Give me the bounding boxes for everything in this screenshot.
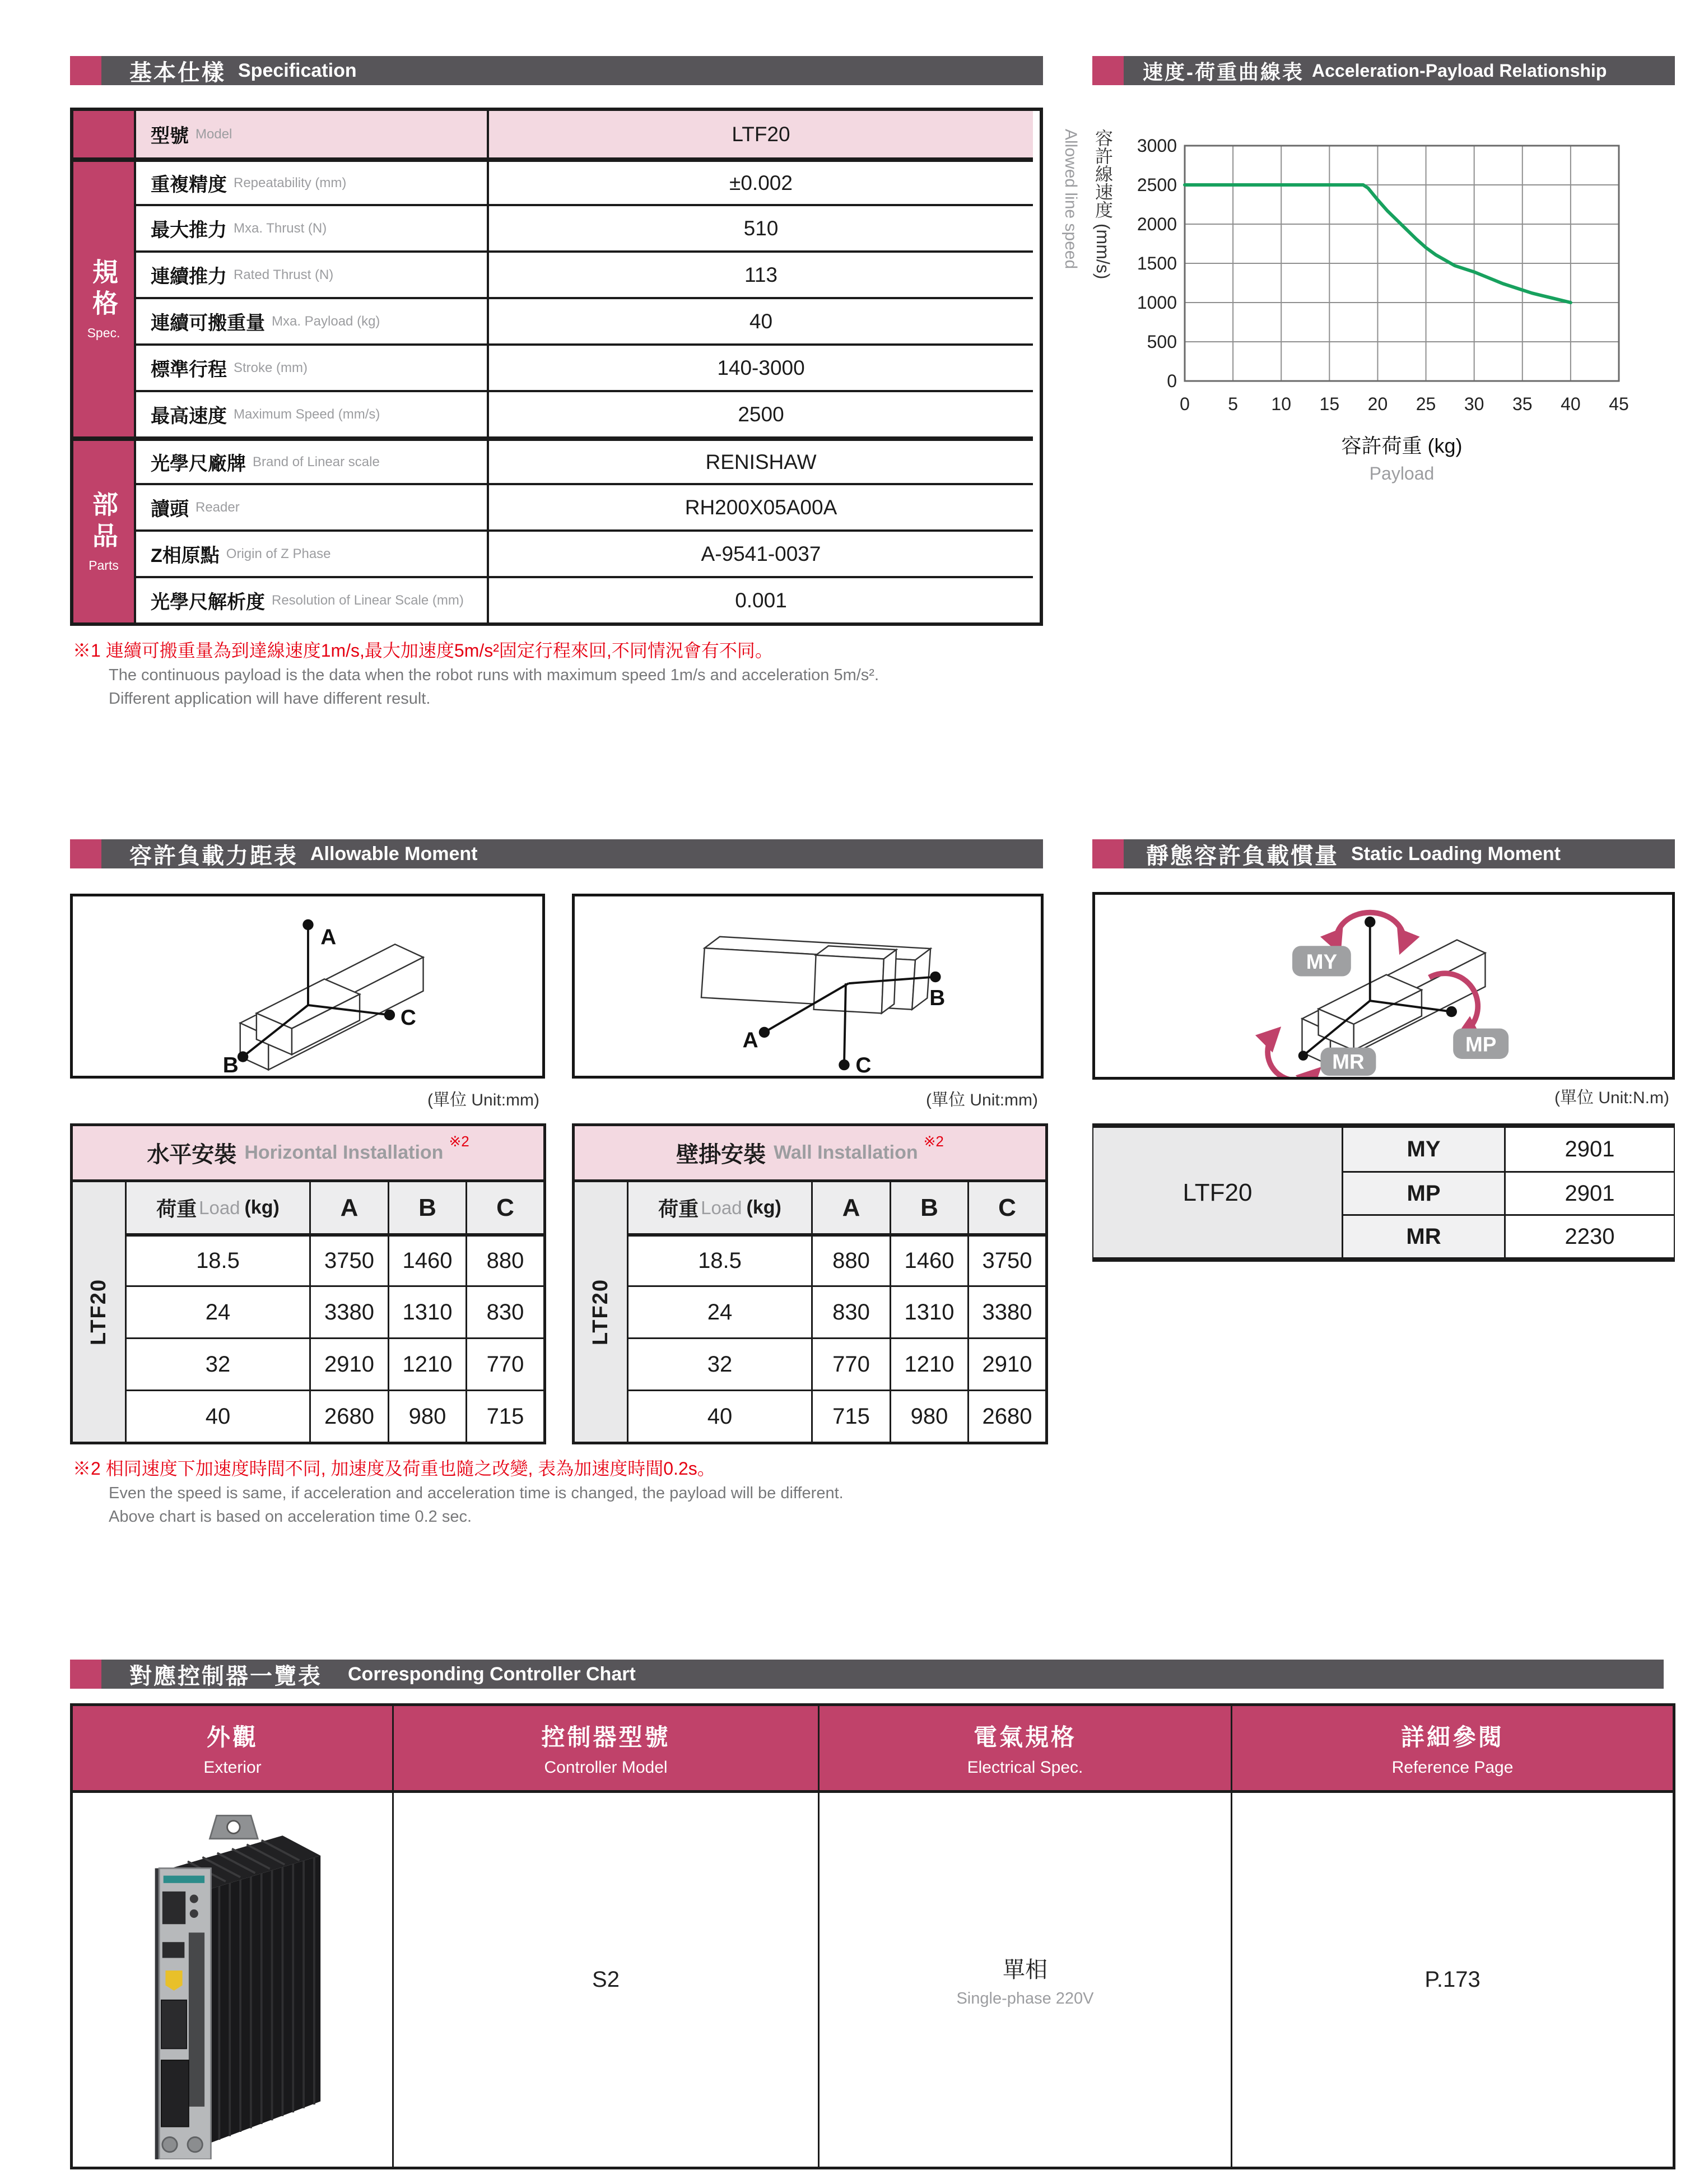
spec-row-value: 113 [487,250,1033,297]
group-label [67,491,141,573]
svg-text:Payload: Payload [1369,463,1435,484]
controller-header-reference [1231,1706,1673,1790]
allowable-footnote [73,1456,1081,1528]
spec-label-zh: 讀頭 [151,499,189,520]
table-cell: 18.5 [125,1233,309,1285]
static-title-zh: 靜態容許負載慣量 [1146,843,1339,868]
axis-label-a: A [742,1028,758,1053]
table-cell: 980 [388,1390,465,1442]
spec-row-label [134,204,487,250]
svg-text:2000: 2000 [1137,214,1177,234]
chart-section-header [1092,56,1675,85]
model-label: LTF20 [589,1278,612,1346]
table-cell: 40 [125,1390,309,1442]
column-header-a: A [309,1179,388,1233]
axis-label-c: C [400,1005,416,1030]
svg-text:1000: 1000 [1137,292,1177,313]
unit-label-mm: (單位 Unit:mm) [926,1091,1038,1109]
installation-title [73,1126,543,1179]
svg-text:5: 5 [1228,394,1239,414]
table-cell: 2910 [967,1337,1045,1390]
table-cell: 1210 [388,1337,465,1390]
footnote1-en1: The continuous payload is the data when the robot runs with maximum speed 1m/s and acceleration 5m/s². [109,666,879,684]
controller-section-header [70,1660,1664,1689]
spec-row-label [134,576,487,622]
installation-title-zh: 壁掛安裝 [676,1142,766,1167]
load-unit: (kg) [244,1197,280,1218]
spec-title-en: Specification [238,59,357,81]
static-model-cell: LTF20 [1093,1128,1342,1257]
column-header-a: A [811,1179,890,1233]
column-header-c: C [465,1179,543,1233]
spec-row-value: 0.001 [487,576,1033,622]
table-cell: 830 [465,1285,543,1337]
static-moment-diagram [1092,892,1675,1080]
header-zh: 外觀 [206,1724,258,1750]
spec-row-label [134,529,487,576]
model-label: LTF20 [87,1278,110,1346]
spec-label-zh: Z相原點 [151,545,220,566]
spec-row-value: 2500 [487,390,1033,436]
spec-row-value: A-9541-0037 [487,529,1033,576]
table-cell: 880 [465,1233,543,1285]
spec-label-en: Maximum Speed (mm/s) [234,406,380,422]
reference-page: P.173 [1424,1967,1481,1992]
load-unit: (kg) [746,1197,781,1218]
accent-square [1092,839,1124,868]
spec-label-en: Mxa. Thrust (N) [234,220,327,236]
svg-text:0: 0 [1167,371,1177,391]
spec-footnote [73,638,1036,710]
load-en: Load [701,1197,742,1218]
wall-moment-diagram [572,894,1044,1079]
horizontal-installation-table [70,1123,546,1444]
load-zh: 荷重 [156,1197,197,1220]
spec-label-zh: 光學尺廠牌 [151,453,246,475]
controller-title-zh: 對應控制器一覽表 [129,1663,322,1689]
spec-row-label [134,436,487,483]
footnote1-en2: Different application will have different result. [109,690,431,708]
spec-label-en: Brand of Linear scale [253,454,380,470]
svg-text:35: 35 [1512,394,1533,414]
axis-label-a: A [320,925,337,950]
table-cell: 830 [811,1285,890,1337]
accent-square [70,839,101,868]
load-en: Load [199,1197,240,1218]
svg-text:500: 500 [1147,332,1177,352]
group-en: Spec. [87,325,120,340]
header-bar [1124,839,1675,868]
load-header [125,1179,309,1233]
controller-header-electrical [818,1706,1231,1790]
static-value-mr: 2230 [1504,1214,1674,1257]
note-ref: ※2 [923,1133,944,1150]
footnote2-zh: ※2 相同速度下加速度時間不同, 加速度及荷重也隨之改變, 表為加速度時間0.2s。 [73,1458,715,1479]
rail-diagram-svg [73,896,542,1076]
chart-ylabel-zh: 容許線速度 (mm/s) [1093,129,1113,280]
header-zh: 電氣規格 [973,1724,1077,1750]
electrical-zh: 單相 [1003,1957,1047,1982]
table-cell: 715 [811,1390,890,1442]
unit-label-mm: (單位 Unit:mm) [427,1091,539,1109]
load-header [627,1179,811,1233]
spec-row-label [134,483,487,529]
axis-label-b: B [222,1053,239,1076]
spec-row-value: ±0.002 [487,157,1033,204]
spec-row-label [134,157,487,204]
wall-installation-table [572,1123,1048,1444]
header-zh: 控制器型號 [541,1724,671,1750]
chart-canvas [1120,106,1658,499]
allowable-title-en: Allowable Moment [310,843,478,865]
controller-reference-cell [1231,1790,1673,2167]
controller-header-model [392,1706,818,1790]
installation-title-en: Wall Installation [774,1142,918,1163]
table-cell: 3750 [309,1233,388,1285]
spec-label-zh: 標準行程 [151,359,227,380]
spec-label-en: Mxa. Payload (kg) [272,313,380,329]
header-en: Electrical Spec. [967,1758,1083,1777]
group-label [67,258,141,341]
table-cell: 24 [125,1285,309,1337]
note-ref: ※2 [449,1133,469,1150]
horizontal-moment-diagram [70,894,545,1079]
table-cell: 32 [125,1337,309,1390]
unit-label-nm: (單位 Unit:N.m) [1554,1089,1669,1107]
column-header-c: C [967,1179,1045,1233]
spec-row-label [134,343,487,390]
static-section-header [1092,839,1675,868]
table-cell: 3750 [967,1233,1045,1285]
svg-text:15: 15 [1319,394,1340,414]
table-cell: 1210 [890,1337,967,1390]
header-bar [1124,56,1675,85]
table-cell: 24 [627,1285,811,1337]
controller-model-cell [392,1790,818,2167]
table-cell: 3380 [309,1285,388,1337]
column-header-b: B [388,1179,465,1233]
accent-square [70,56,101,85]
svg-text:2500: 2500 [1137,175,1177,195]
static-loading-table [1092,1123,1675,1262]
static-value-mp: 2901 [1504,1171,1674,1214]
spec-label-zh: 最大推力 [151,220,227,241]
svg-text:40: 40 [1561,394,1581,414]
svg-text:20: 20 [1367,394,1388,414]
static-title-en: Static Loading Moment [1351,843,1561,865]
header-en: Controller Model [544,1758,668,1777]
spec-label-en: Reader [195,499,240,515]
controller-title-en: Corresponding Controller Chart [348,1663,636,1685]
spec-row-label [134,297,487,343]
spec-section-header [70,56,1043,85]
model-column [73,1179,125,1442]
svg-text:1500: 1500 [1137,253,1177,273]
accent-square [1092,56,1124,85]
table-cell: 1460 [890,1233,967,1285]
header-bar [101,56,1043,85]
footnote2-en1: Even the speed is same, if acceleration and acceleration time is changed, the payload will be different. [109,1484,844,1502]
table-cell: 770 [811,1337,890,1390]
static-key-my: MY [1342,1128,1504,1171]
spec-label-en: Resolution of Linear Scale (mm) [272,592,464,608]
spec-label-en: Origin of Z Phase [226,546,331,561]
axis-label-b: B [929,986,946,1010]
table-cell: 770 [465,1337,543,1390]
chart-title-zh: 速度-荷重曲線表 [1143,60,1304,83]
spec-row-value: LTF20 [487,111,1033,157]
spec-table [70,108,1043,626]
controller-model: S2 [592,1967,620,1992]
spec-label-zh: 型號 [151,126,189,147]
controller-photo-cell [73,1790,392,2167]
svg-text:45: 45 [1609,394,1629,414]
accent-square [70,1660,101,1689]
header-en: Exterior [203,1758,262,1777]
svg-text:0: 0 [1180,394,1190,414]
spec-label-zh: 連續推力 [151,266,227,287]
static-key-mp: MP [1342,1171,1504,1214]
controller-electrical-cell [818,1790,1231,2167]
moment-diagram-svg [1095,895,1672,1077]
static-key-mr: MR [1342,1214,1504,1257]
spec-row-value: 40 [487,297,1033,343]
table-cell: 2680 [309,1390,388,1442]
group-en: Parts [89,557,119,573]
table-cell: 1310 [388,1285,465,1337]
spec-row-value: 510 [487,204,1033,250]
static-value-my: 2901 [1504,1128,1674,1171]
installation-title [575,1126,1045,1179]
table-cell: 40 [627,1390,811,1442]
spec-row-label [134,250,487,297]
allowable-section-header [70,839,1043,868]
electrical-en: Single-phase 220V [956,1989,1094,2008]
table-cell: 2680 [967,1390,1045,1442]
svg-text:10: 10 [1271,394,1292,414]
controller-table [70,1703,1675,2169]
table-cell: 18.5 [627,1233,811,1285]
model-column [575,1179,627,1442]
column-header-b: B [890,1179,967,1233]
svg-text:3000: 3000 [1137,136,1177,156]
load-zh: 荷重 [658,1197,699,1220]
badge-mr: MR [1332,1050,1365,1074]
spec-label-zh: 光學尺解析度 [151,592,265,613]
payload-speed-chart [1053,95,1690,521]
badge-mp: MP [1465,1033,1497,1056]
chart-ylabel-en: Allowed line speed [1062,129,1080,269]
spec-row-value: RENISHAW [487,436,1033,483]
table-cell: 2910 [309,1337,388,1390]
spec-label-en: Model [195,126,232,142]
spec-title-zh: 基本仕樣 [129,60,226,85]
controller-photo [101,1801,364,2159]
spec-label-en: Repeatability (mm) [234,175,347,190]
table-cell: 3380 [967,1285,1045,1337]
table-cell: 980 [890,1390,967,1442]
installation-title-zh: 水平安裝 [147,1142,237,1167]
spec-group-spec [73,157,134,436]
spec-row-label [134,111,487,157]
spec-row-label [134,390,487,436]
svg-text:30: 30 [1464,394,1484,414]
spec-row-value: RH200X05A00A [487,483,1033,529]
spec-group-corner [73,111,134,157]
spec-label-en: Rated Thrust (N) [234,267,334,282]
footnote2-en2: Above chart is based on acceleration time 0.2 sec. [109,1508,472,1526]
table-cell: 1310 [890,1285,967,1337]
footnote1-zh: ※1 連續可搬重量為到達線速度1m/s,最大加速度5m/s²固定行程來回,不同情況會有不同。 [73,640,773,661]
header-bar [101,1660,1664,1689]
spec-label-zh: 重複精度 [151,174,227,196]
header-bar [101,839,1043,868]
spec-label-zh: 連續可搬重量 [151,313,265,334]
header-en: Reference Page [1391,1758,1514,1777]
table-cell: 1460 [388,1233,465,1285]
spec-label-zh: 最高速度 [151,406,227,427]
spec-row-value: 140-3000 [487,343,1033,390]
allowable-title-zh: 容許負載力距表 [129,843,298,868]
group-zh: 規格 [89,258,118,321]
axis-label-c: C [855,1053,872,1076]
table-cell: 32 [627,1337,811,1390]
table-cell: 880 [811,1233,890,1285]
rail-diagram-svg [575,896,1041,1076]
spec-label-en: Stroke (mm) [234,360,308,375]
svg-text:容許荷重 (kg): 容許荷重 (kg) [1341,434,1463,457]
controller-header-exterior [73,1706,392,1790]
badge-my: MY [1306,950,1338,973]
installation-title-en: Horizontal Installation [244,1142,444,1163]
group-zh: 部品 [89,490,118,554]
spec-group-parts [73,436,134,622]
chart-title-en: Acceleration-Payload Relationship [1312,60,1607,81]
svg-text:25: 25 [1416,394,1436,414]
header-zh: 詳細參閱 [1400,1724,1504,1750]
table-cell: 715 [465,1390,543,1442]
